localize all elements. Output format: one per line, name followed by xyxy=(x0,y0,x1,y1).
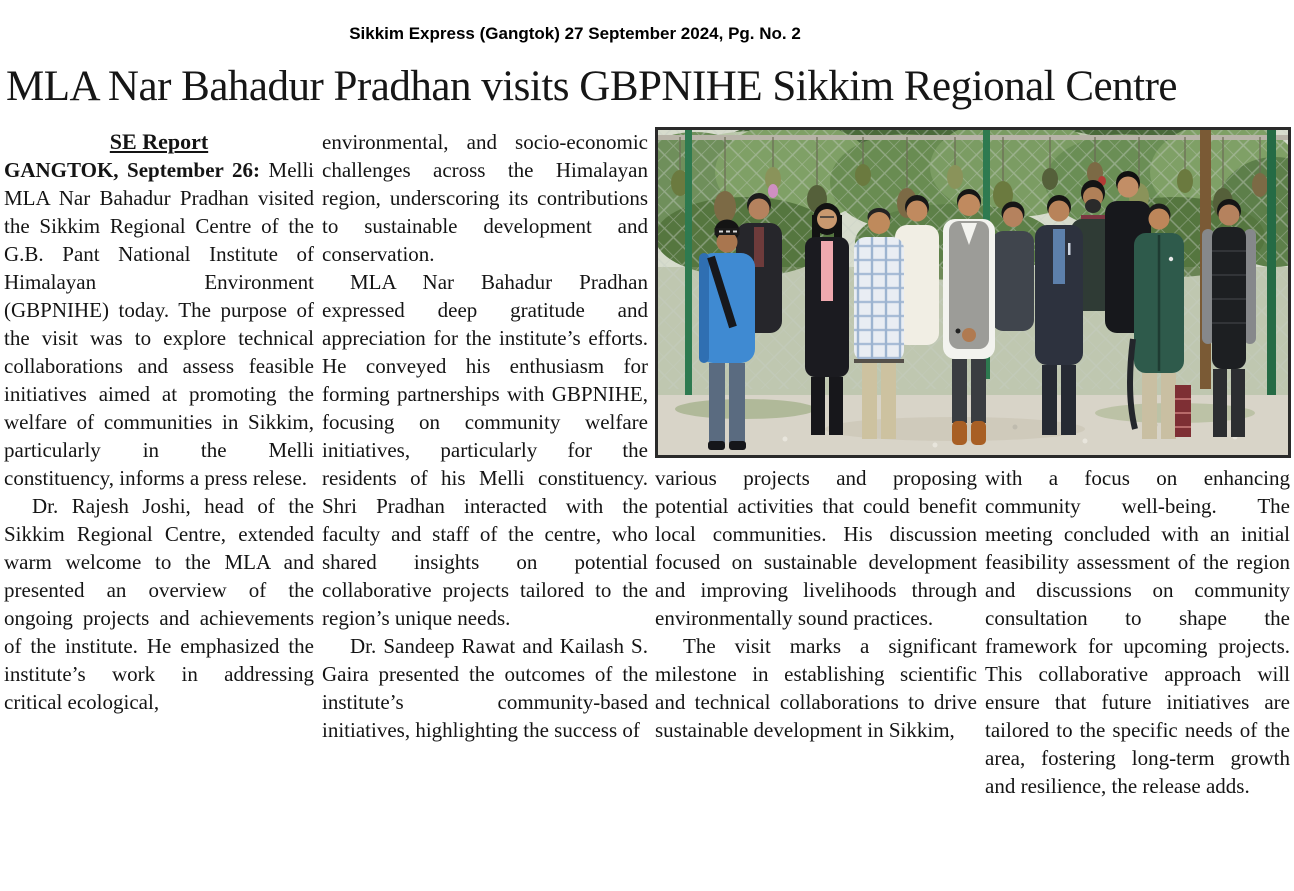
paragraph: The visit marks a significant milestone in establishing scientific and technical collaborations to drive sustainable development in Sikkim, xyxy=(655,634,977,742)
source-line: Sikkim Express (Gangtok) 27 September 2024, Pg. No. 2 xyxy=(349,24,801,43)
paragraph: Dr. Rajesh Joshi, head of the Sikkim Regional Centre, extended warm welcome to the MLA and presented an overview of the ongoing projects and achievements of the institute. He emphasized the institute’s work in addressing critical ecological, xyxy=(4,494,314,714)
dateline: GANGTOK, September 26: xyxy=(4,158,260,182)
paragraph: MLA Nar Bahadur Pradhan expressed deep gratitude and appreciation for the institute’s efforts. He conveyed his enthusiasm for forming partnerships with GBPNIHE, focusing on community welfare initiatives, particularly for the residents of his Melli constituency. Shri Pradhan interacted with the faculty and staff of the centre, who shared insights on potential collaborative projects tailored to the region’s unique needs. xyxy=(322,270,648,630)
paragraph: environmental, and socio-economic challenges across the Himalayan region, underscoring its contributions to sustainable development and conservation. xyxy=(322,130,648,266)
paragraph-dateline xyxy=(4,156,314,492)
article-column-2 xyxy=(322,128,648,884)
article-photo xyxy=(655,127,1291,458)
article-headline: MLA Nar Bahadur Pradhan visits GBPNIHE Sikkim Regional Centre xyxy=(6,63,1177,110)
article-column-3 xyxy=(655,464,977,884)
byline: SE Report xyxy=(109,129,209,154)
paragraph: with a focus on enhancing community well-being. The meeting concluded with an initial feasibility assessment of the region and discussions on community consultation to shape the framework for upcoming projects. This collaborative approach will ensure that future initiatives are tailored to the specific needs of the area, fostering long-term growth and resilience, the release adds. xyxy=(985,466,1290,798)
paragraph: various projects and proposing potential activities that could benefit local communities. His discussion focused on sustainable development and improving livelihoods through environmentally sound practices. xyxy=(655,466,977,630)
article-column-4 xyxy=(985,464,1290,884)
paragraph: Dr. Sandeep Rawat and Kailash S. Gaira presented the outcomes of the institute’s community-based initiatives, highlighting the success of xyxy=(322,634,648,742)
paragraph-text: Melli MLA Nar Bahadur Pradhan visited the Sikkim Regional Centre of the G.B. Pant National Institute of Himalayan Environment (GBPNIHE) today. The purpose of the visit was to explore technical collaborations and assess feasible initiatives aimed at promoting the welfare of communities in Sikkim, particularly in the Melli constituency, informs a press relese. xyxy=(4,158,315,490)
greenhouse-group-photo-illustration xyxy=(655,127,1291,458)
greenhouse-top-pipe xyxy=(655,135,1291,140)
article-column-1 xyxy=(4,128,314,884)
